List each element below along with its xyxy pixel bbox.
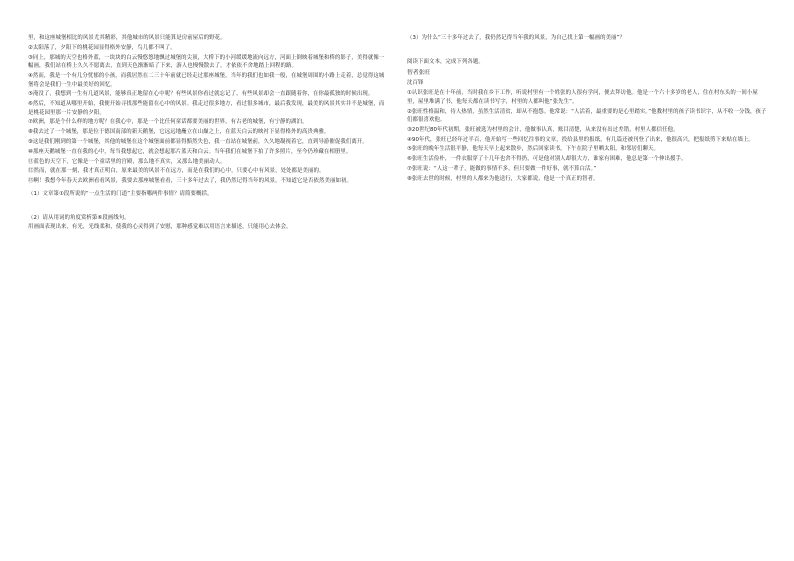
answer-space <box>407 44 768 58</box>
paragraph: ⑧我去过了一个城堡，那是位于德国南部的新天鹅堡，它远远地矗立在山巅之上，在蓝天白云的映衬下显得格外的高贵典雅。 <box>28 129 330 136</box>
question-3: （3）为什么“三十多年过去了，我仍然记得当年我的风景，为自己找上第一幅画的美丽”？ <box>407 35 625 41</box>
paragraph: 里，和这座城堡相比的风景尤其精彩，其他城市的风景只能算是房前屋后的野花。 <box>28 35 226 41</box>
paragraph: ④90年代，张旺已经年过半百，他开始写一些回忆往事的文章，投给县里的报纸，有几篇还被刊登了出来，他很高兴，把报纸剪下来贴在墙上。 <box>407 136 754 143</box>
paragraph: ③同上，那城的天空也格外蓝，一块块的白云慢悠悠地飘过城堡的尖顶，大桥下的小河缓缓地流向远方，河面上倒映着城堡和桥的影子，美得就像一幅画，我们站在桥上久久不愿离去，直到天色渐渐暗了下来，游人也慢慢散去了，才依依不舍地踏上回程的路。 <box>28 54 385 70</box>
paragraph: ⑦欧洲，那是个什么样的地方呢？在我心中，那是一个比任何童话都要美丽的世界，有古老的城堡，有宁静的湖泊。 <box>28 119 308 126</box>
paragraph: ⑥然后，不知道从哪里开始，我便开始寻找那些能留在心中的风景。我走过很多地方，看过很多城市，最后我发现，最美的风景其实并不是城堡，而是桃花园里那一片安静的夕阳。 <box>28 101 385 116</box>
right-column <box>407 34 768 549</box>
instructions: 阅读下面文本，完成下列各题。 <box>407 58 484 65</box>
answer-line: 用画面表现出来，有光，光线柔和，使我的心灵得到了安慰，那种感觉难以用语言来描述，只能用心去体会。 <box>28 224 292 231</box>
essay-author: 沈百锋 <box>407 80 424 87</box>
paragraph: ④然而，我是一个有几分忧郁的小孩，而我居然在二三十年前就已经走过那座城堡，当年的我们也如我一般，在城堡周围的小路上走着，总觉得这城堡将会是我们一生中最美好的回忆。 <box>28 72 385 88</box>
paragraph: ⑦张旺说：“人这一辈子，能做的事情不多，但只要做一件好事，就不算白活。” <box>407 166 597 173</box>
answer-space <box>28 200 389 214</box>
paragraph: ⑫然而，就在那一刻，我才真正明白，原来最美的风景不在远方，而是在我们的心中，只要心中有风景，处处都是美丽的。 <box>28 168 325 175</box>
paragraph: ②张旺性格温和，待人热情，虽然生活清贫，却从不抱怨。他常说：“人活着，最重要的是心里踏实。”他教村里的孩子读书识字，从不收一分钱，孩子们都很喜欢他。 <box>407 108 767 124</box>
essay-title: 智者张旺 <box>407 70 431 77</box>
paragraph: ⑪蓝色的天空下，它像是一个童话里的宫殿，那么地不真实，又那么地美丽动人。 <box>28 158 226 165</box>
left-column <box>28 34 389 549</box>
paragraph: ⑨这是我们刚到的第一个城堡，其他的城堡在这个城堡面前都显得黯然失色，我一直站在城堡前，久久地凝视着它，直到导游催促我们离开。 <box>28 139 368 146</box>
paragraph: ⑬啊！我想今年春天去欧洲看看风景，我要去那座城堡看看，三十多年过去了，我仍然记得当年的风景，不知道它是否依然美丽如初。 <box>28 178 352 185</box>
question-2: （2）请从用词的角度赏析第⑥段画线句。 <box>28 214 130 221</box>
paragraph: ⑤张旺的晚年生活很平静，他每天早上起来散步，然后回家读书，下午在院子里晒太阳，和邻居们聊天。 <box>407 146 660 153</box>
question-1: （1）文章第①段所说的“一点生活的门道”主要指哪两件事情？请简要概括。 <box>28 190 213 197</box>
paragraph: ②太阳落了，夕阳下的桃花园显得格外安静，鸟儿都不叫了。 <box>28 44 176 51</box>
paragraph: ⑥张旺生活俭朴，一件衣服穿了十几年也舍不得扔，可是他对别人却很大方，谁家有困难，他总是第一个伸出援手。 <box>407 156 687 163</box>
paragraph: ⑧张旺去世的时候，村里的人都来为他送行，大家都说，他是一个真正的智者。 <box>407 175 599 182</box>
paragraph: ⑤淹没了，我想到一生有几道风景，能够真正地留在心中呢？有些风景你看过就忘记了，有些风景却会一直跟随着你，在你最孤独的时候出现。 <box>28 91 374 98</box>
paragraph: ①认识张旺是在十年前，当时我在乡下工作，听说村里有一个姓张的人很有学问，便去拜访他。他是一个六十多岁的老人，住在村东头的一间小屋里，屋里堆满了书，他每天都在读书写字，村里的人都叫他“张先生”。 <box>407 90 758 105</box>
paragraph: ⑩那座天鹅城堡一直在我的心中，每当我想起它，就会想起那片蓝天和白云。当年我们在城堡下拍了许多照片，至今仍珍藏在相册里。 <box>28 148 352 155</box>
paragraph: ③20世纪80年代初期，张旺被选为村里的会计，他做事认真，账目清楚，从来没有出过差错，村里人都信任他。 <box>407 126 679 133</box>
